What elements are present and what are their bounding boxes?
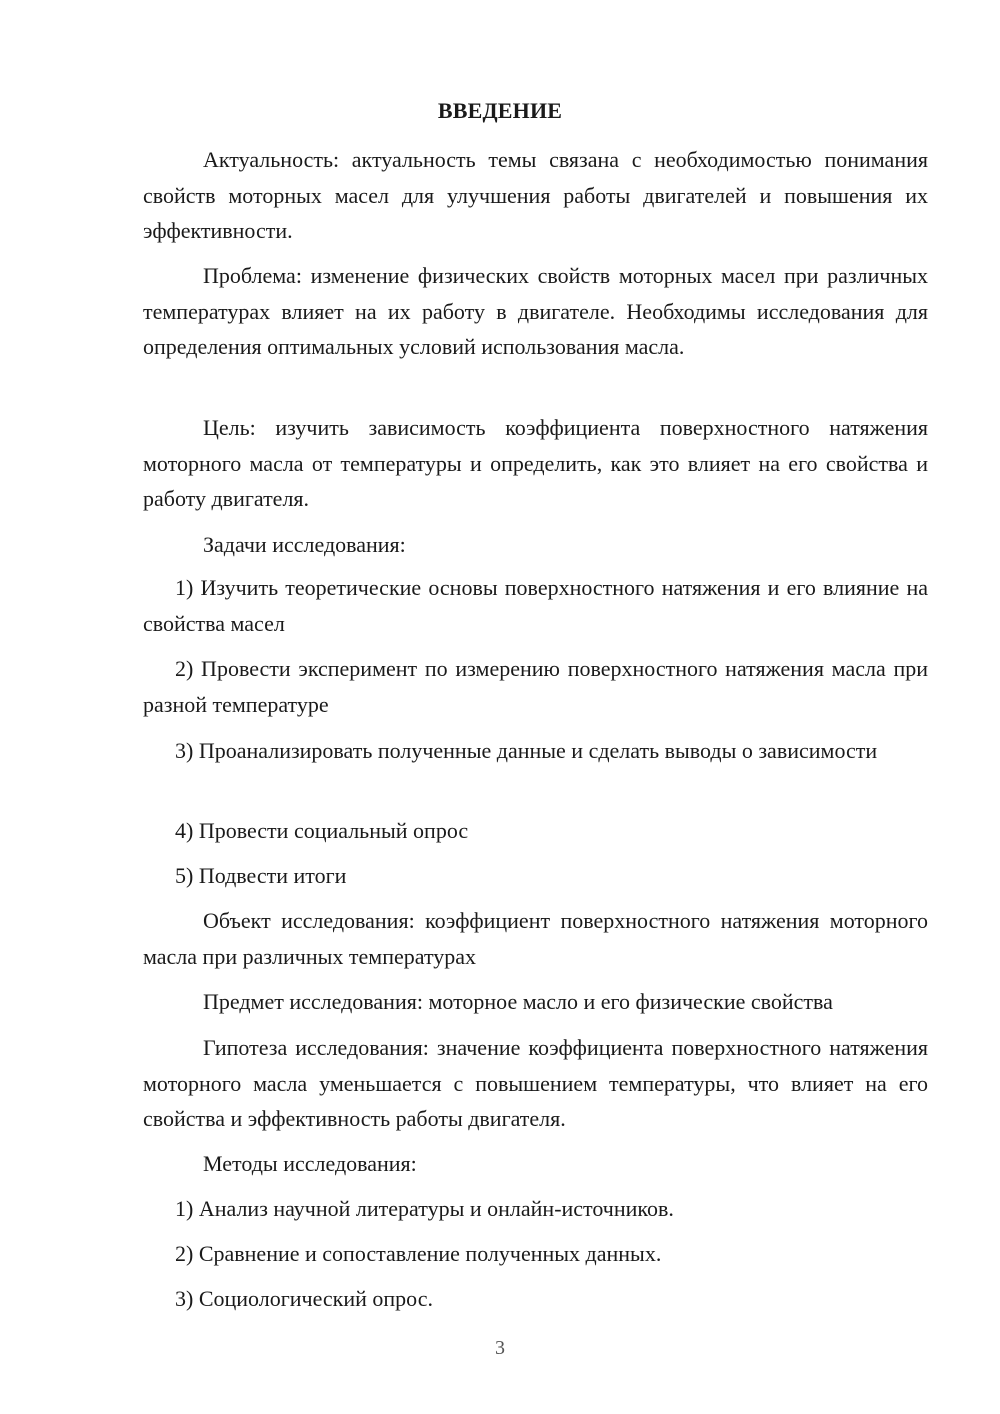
- hypothesis-paragraph: Гипотеза исследования: значение коэффициента поверхностного натяжения моторного масла уменьшается с повышением температуры, что влияет на его свойства и эффективность работы двигателя.: [143, 1035, 928, 1131]
- tasks-heading: Задачи исследования:: [203, 532, 406, 557]
- page-title: ВВЕДЕНИЕ: [437, 98, 563, 123]
- subject-paragraph: Предмет исследования: моторное масло и его физические свойства: [203, 989, 833, 1014]
- object-paragraph: Объект исследования: коэффициент поверхностного натяжения моторного масла при различных температурах: [143, 908, 928, 969]
- task-item: 4) Провести социальный опрос: [175, 818, 469, 843]
- method-item: 1) Анализ научной литературы и онлайн-источников.: [175, 1196, 674, 1221]
- method-item: 3) Социологический опрос.: [175, 1286, 433, 1311]
- page-number: 3: [495, 1337, 505, 1359]
- task-item: 2) Провести эксперимент по измерению поверхностного натяжения масла при разной температуре: [143, 656, 928, 717]
- relevance-paragraph: Актуальность: актуальность темы связана с необходимостью понимания свойств моторных масел для улучшения работы двигателей и повышения их эффективности.: [143, 147, 928, 243]
- method-item: 2) Сравнение и сопоставление полученных данных.: [175, 1241, 662, 1266]
- methods-heading: Методы исследования:: [203, 1151, 417, 1176]
- task-item: 1) Изучить теоретические основы поверхностного натяжения и его влияние на свойства масел: [143, 575, 928, 636]
- task-item: 3) Проанализировать полученные данные и сделать выводы о зависимости: [175, 738, 878, 763]
- goal-paragraph: Цель: изучить зависимость коэффициента поверхностного натяжения моторного масла от температуры и определить, как это влияет на его свойства и работу двигателя.: [143, 415, 928, 511]
- problem-paragraph: Проблема: изменение физических свойств моторных масел при различных температурах влияет на их работу в двигателе. Необходимы исследования для определения оптимальных условий использования масла.: [143, 263, 928, 359]
- task-item: 5) Подвести итоги: [175, 863, 347, 888]
